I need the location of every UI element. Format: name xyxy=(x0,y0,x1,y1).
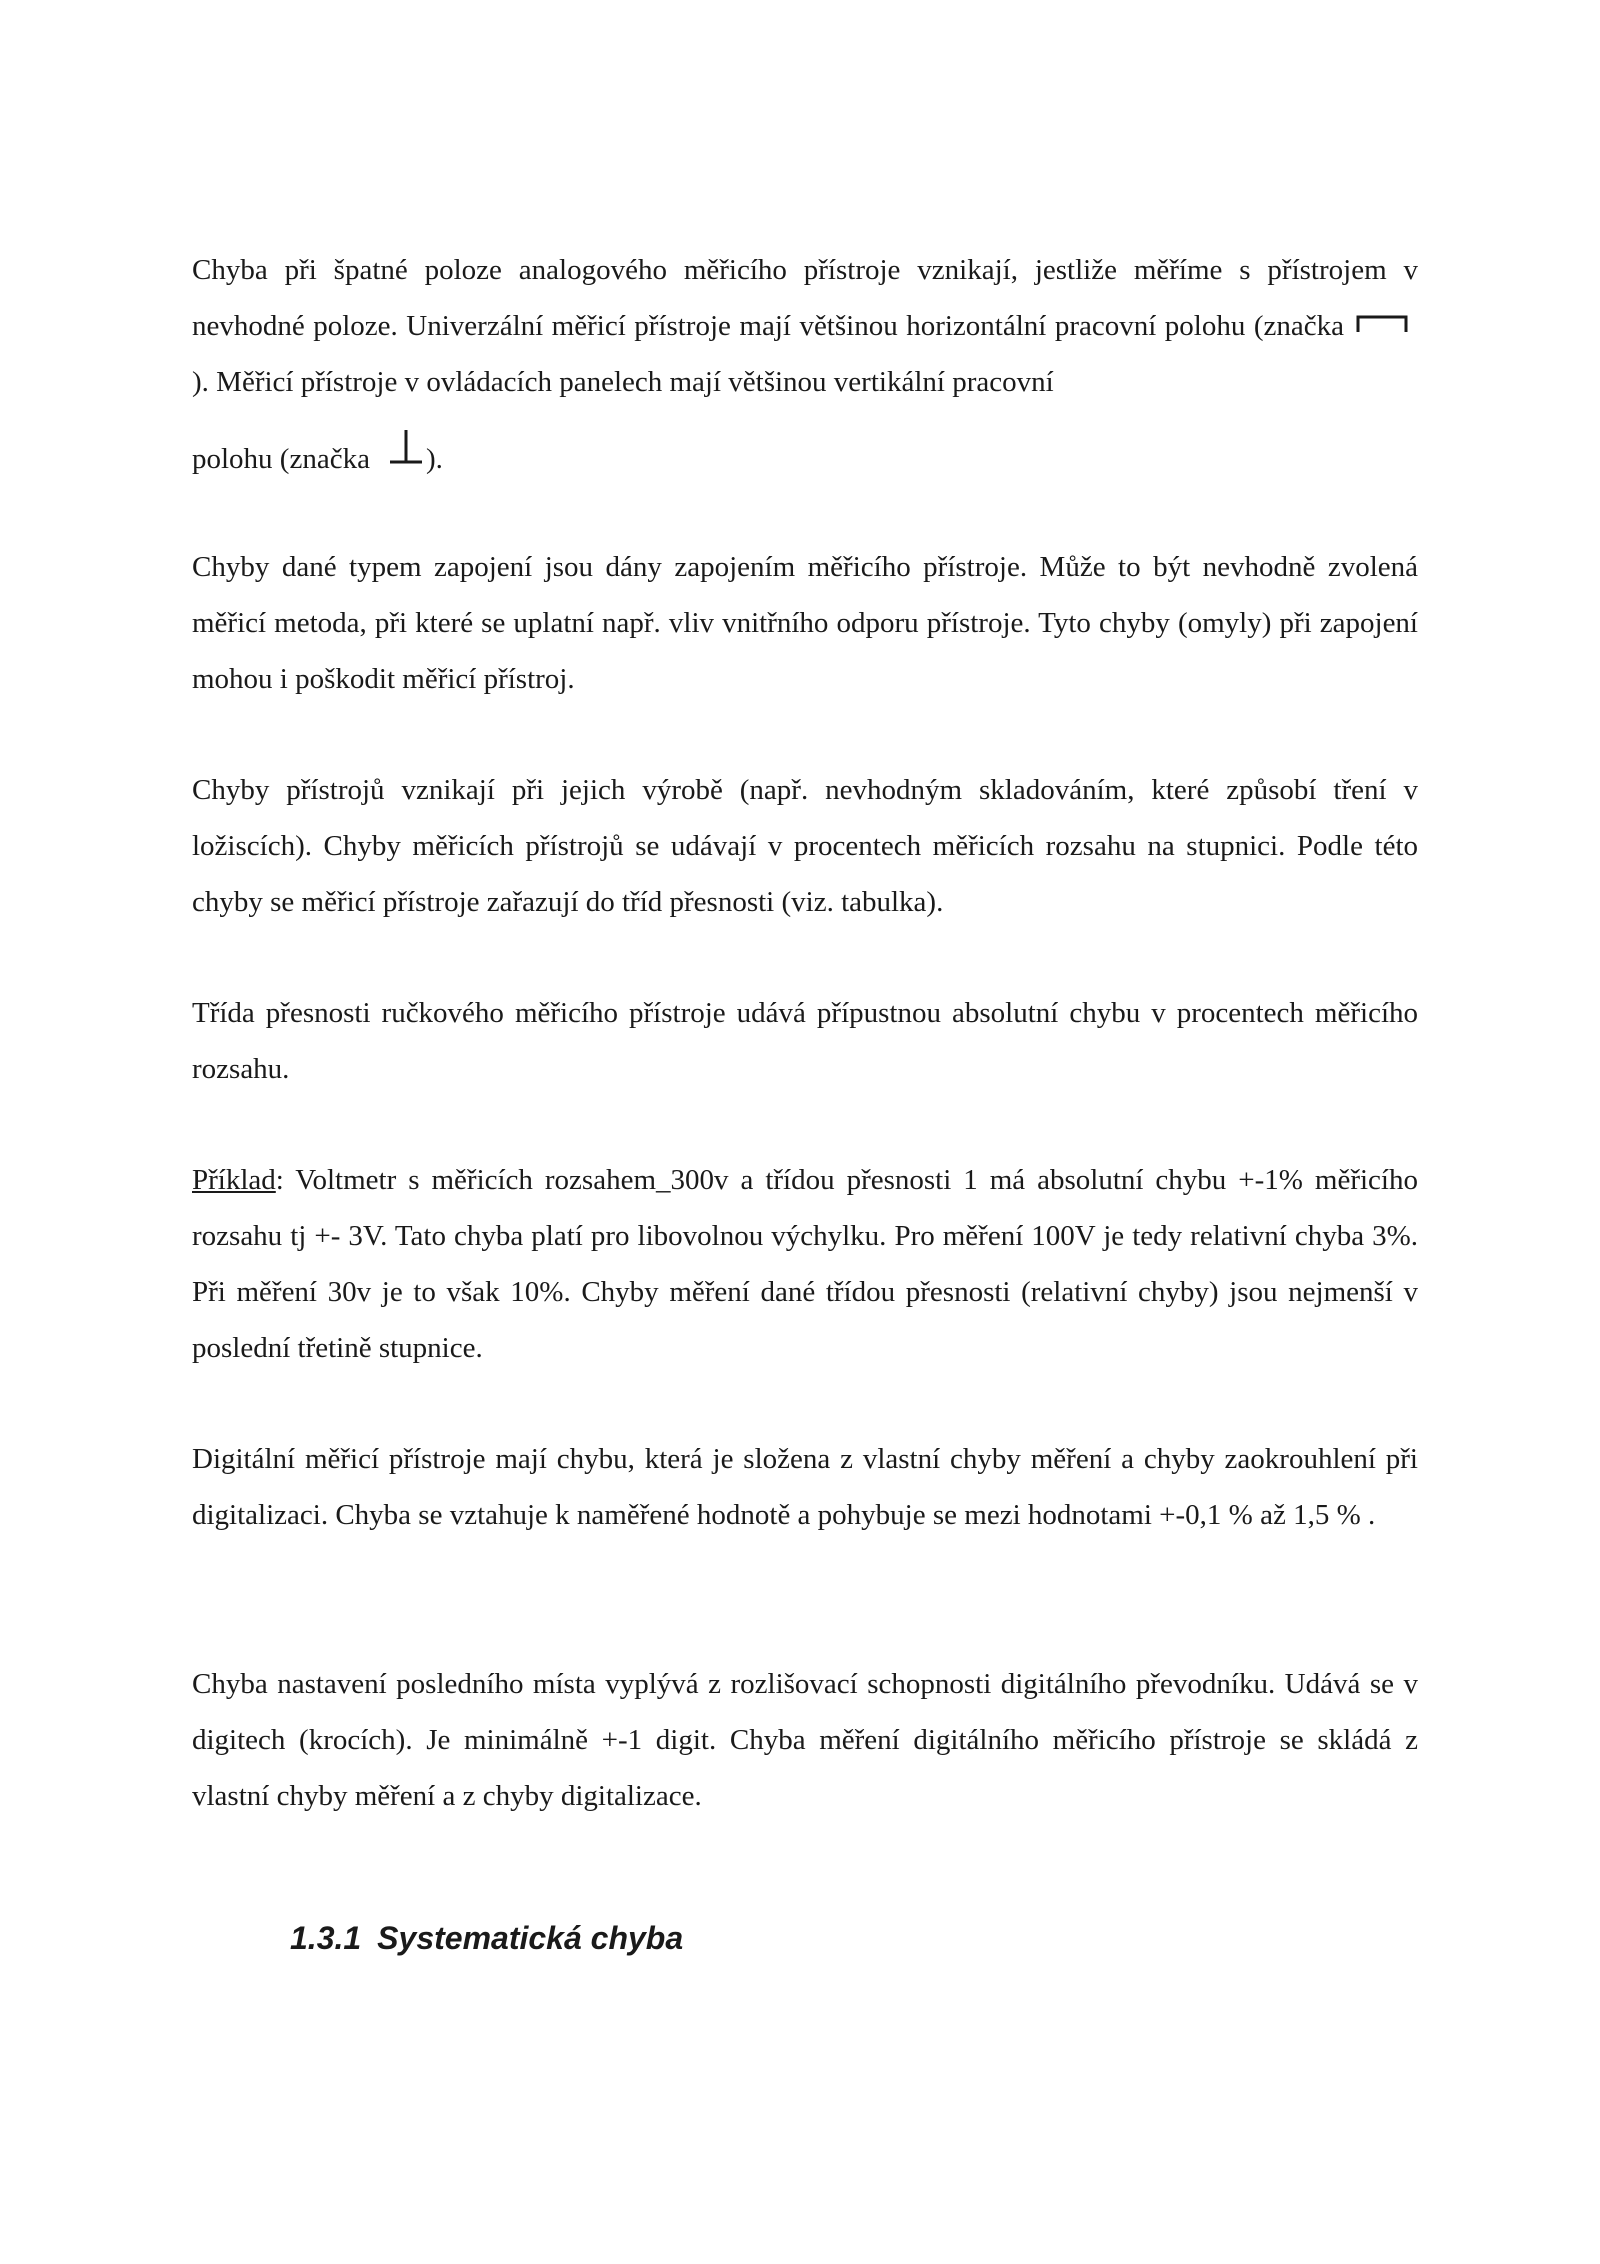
paragraph-example xyxy=(192,1152,1418,1376)
vertical-position-symbol-icon xyxy=(388,428,424,468)
paragraph-text: Chyba při špatné poloze analogového měřicího přístroje vznikají, jestliže měříme s přístrojem v nevhodné poloze. Univerzální měřicí přístroje mají většinou horizontální pracovní polohu (značka xyxy=(192,254,1418,342)
section-heading xyxy=(290,1916,683,1960)
paragraph-text: : Voltmetr s měřicích rozsahem_300v a třídou přesnosti 1 má absolutní chybu +-1% měřicího rozsahu tj +- 3V. Tato chyba platí pro libovolnou výchylku. Pro měření 100V je tedy relativní chyba 3%. Při měření 30v je to však 10%. Chyby měření dané třídou přesnosti (relativní chyby) jsou nejmenší v poslední třetině stupnice. xyxy=(192,1164,1418,1364)
paragraph-instrument-position-error xyxy=(192,242,1418,487)
example-label: Příklad xyxy=(192,1164,276,1196)
section-number: 1.3.1 xyxy=(290,1920,362,1956)
paragraph-digital-instruments: Digitální měřicí přístroje mají chybu, která je složena z vlastní chyby měření a chyby zaokrouhlení při digitalizaci. Chyba se vztahuje k naměřené hodnotě a pohybuje se mezi hodnotami +-0,1 % až 1,5 % . xyxy=(192,1443,1418,1531)
section-title: Systematická chyba xyxy=(377,1920,684,1956)
paragraph-text: ). Měřicí přístroje v ovládacích panelech mají většinou vertikální pracovní xyxy=(192,366,1054,398)
paragraph-accuracy-class: Třída přesnosti ručkového měřicího přístroje udává přípustnou absolutní chybu v procentech měřicího rozsahu. xyxy=(192,997,1418,1085)
paragraph-instrument-errors: Chyby přístrojů vznikají při jejich výrobě (např. nevhodným skladováním, které způsobí tření v ložiscích). Chyby měřicích přístrojů se udávají v procentech měřicích rozsahu na stupnici. Podle této chyby se měřicí přístroje zařazují do tříd přesnosti (viz. tabulka). xyxy=(192,774,1418,918)
paragraph-connection-errors: Chyby dané typem zapojení jsou dány zapojením měřicího přístroje. Může to být nevhodně zvolená měřicí metoda, při které se uplatní např. vliv vnitřního odporu přístroje. Tyto chyby (omyly) při zapojení mohou i poškodit měřicí přístroj. xyxy=(192,551,1418,695)
paragraph-text: ). xyxy=(425,443,443,475)
paragraph-text: polohu (značka xyxy=(192,443,370,475)
horizontal-position-symbol-icon xyxy=(1356,313,1408,335)
paragraph-last-digit-error: Chyba nastavení posledního místa vyplývá z rozlišovací schopnosti digitálního převodníku. Udává se v digitech (krocích). Je minimálně +-1 digit. Chyba měření digitálního měřicího přístroje se skládá z vlastní chyby měření a z chyby digitalizace. xyxy=(192,1668,1418,1812)
